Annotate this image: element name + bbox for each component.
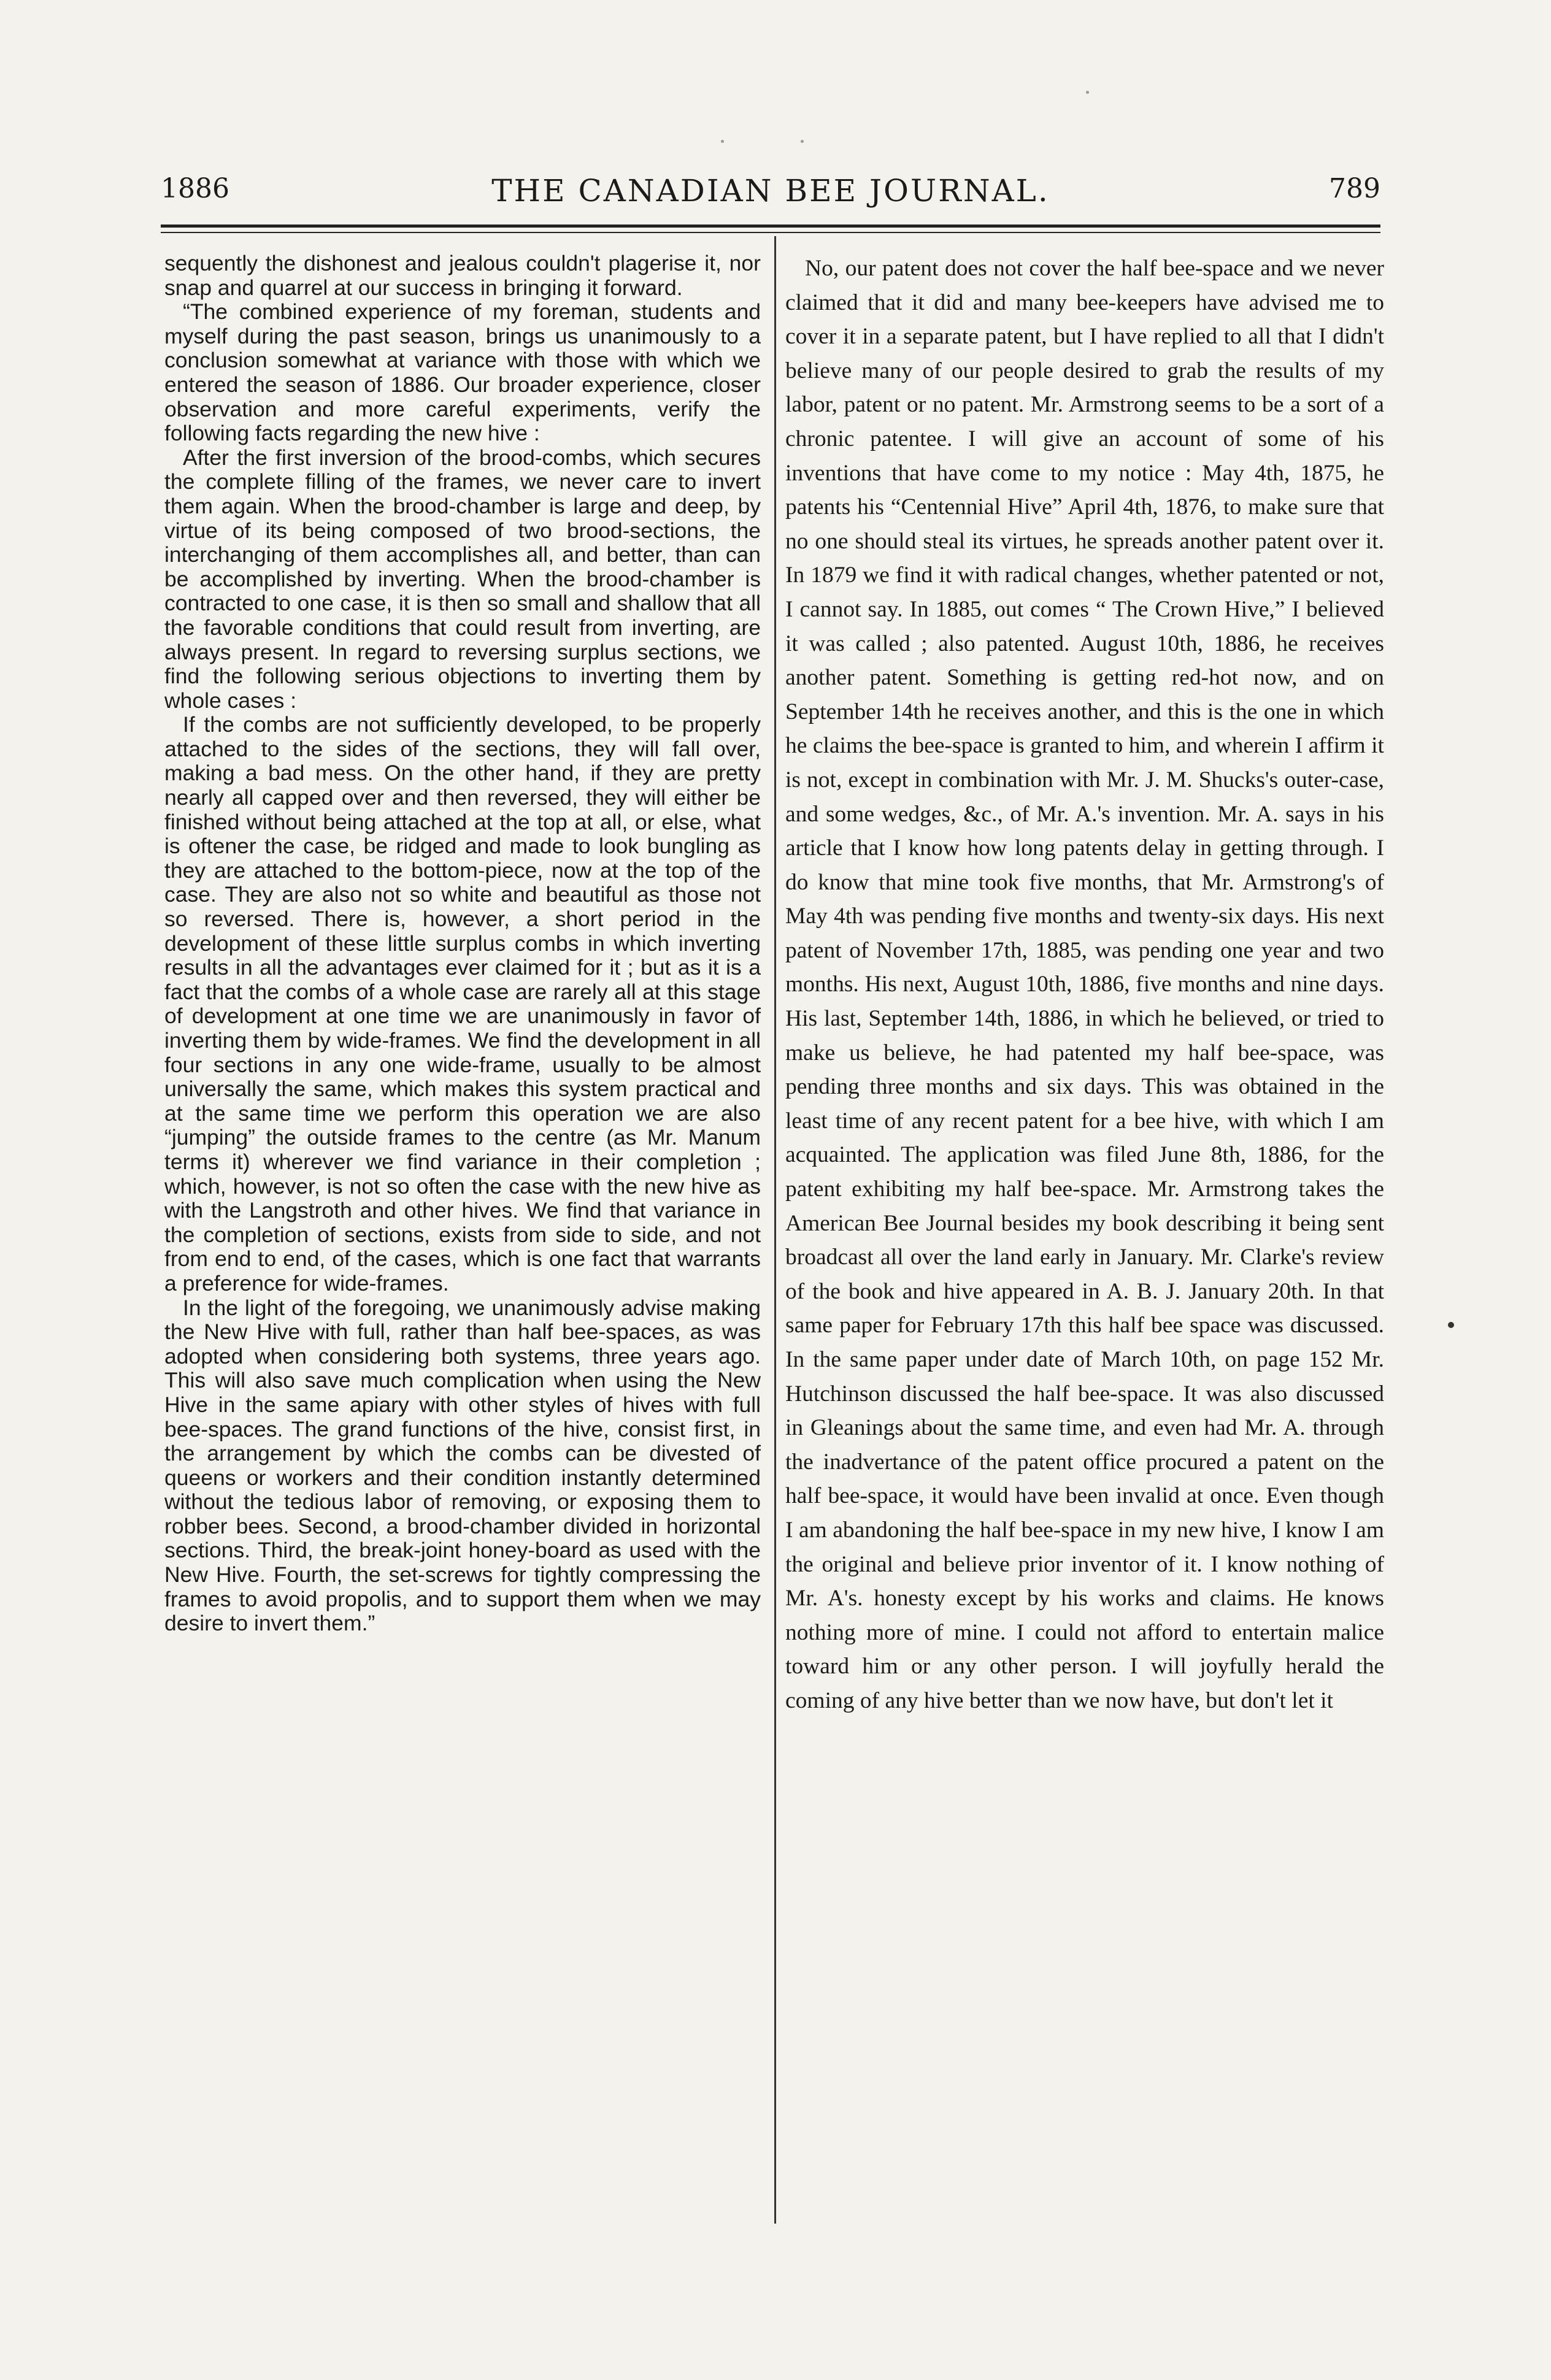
column-divider bbox=[774, 236, 776, 2224]
left-paragraph-2: “The combined experience of my foreman, students and myself during the past season, brings us unanimously to a conclusion somewhat at variance with those with which we entered the season of 1886. Our broader experience, closer observation and more careful experiments, verify the following facts regarding the new hive : bbox=[164, 299, 761, 446]
speck bbox=[801, 140, 804, 143]
right-paragraph-1: No, our patent does not cover the half bee-space and we never claimed that it did and many bee-keepers have advised me to cover it in a separate patent, but I have replied to all that I didn't believe many of our people desired to grab the results of my labor, patent or no patent. Mr. Armstrong seems to be a sort of a chronic patentee. I will give an account of some of his inventions that have come to my notice : May 4th, 1875, he patents his “Centennial Hive” April 4th, 1876, to make sure that no one should steal its virtues, he spreads another patent over it. In 1879 we find it with radical changes, whether patented or not, I cannot say. In 1885, out comes “ The Crown Hive,” I believed it was called ; also patented. August 10th, 1886, he receives another patent. Something is getting red-hot now, and on September 14th he receives another, and this is the one in which he claims the bee-space is granted to him, and wherein I affirm it is not, except in combination with Mr. J. M. Shucks's outer-case, and some wedges, &c., of Mr. A.'s invention. Mr. A. says in his article that I know how long patents delay in getting through. I do know that mine took five months, that Mr. Armstrong's of May 4th was pending five months and twenty-six days. His next patent of November 17th, 1885, was pending one year and two months. His next, August 10th, 1886, five months and nine days. His last, September 14th, 1886, in which he believed, or tried to make us believe, he had patented my half bee-space, was pending three months and six days. This was obtained in the least time of any recent patent for a bee hive, with which I am acquainted. The application was filed June 8th, 1886, for the patent exhibiting my half bee-space. Mr. Armstrong takes the American Bee Journal besides my book describing it being sent broadcast all over the land early in January. Mr. Clarke's review of the book and hive appeared in A. B. J. January 20th. In that same paper for February 17th this half bee space was discussed. In the same paper under date of March 10th, on page 152 Mr. Hutchinson discussed the half bee-space. It was also discussed in Gleanings about the same time, and even had Mr. A. through the inadvertance of the patent office procured a patent on the half bee-space, it would have been invalid at once. Even though I am abandoning the half bee-space in my new hive, I know I am the original and believe prior inventor of it. I know nothing of Mr. A's. honesty except by his works and claims. He knows nothing more of mine. I could not afford to entertain malice toward him or any other person. I will joyfully herald the coming of any hive better than we now have, but don't let it bbox=[785, 256, 1384, 1713]
left-paragraph-5: In the light of the foregoing, we unanimously advise making the New Hive with full, rather than half bee-spaces, as was adopted when considering both systems, three years ago. This will also save much complication when using the New Hive in the same apiary with other styles of hives with full bee-spaces. The grand functions of the hive, consist first, in the arrangement by which the combs can be divested of queens or workers and their condition instantly determined without the tedious labor of removing, or exposing them to robber bees. Second, a brood-chamber divided in horizontal sections. Third, the break-joint honey-board as used with the New Hive. Fourth, the set-screws for tightly compressing the frames to avoid propolis, and to support them when we may desire to invert them.” bbox=[164, 1295, 761, 1636]
margin-dot bbox=[1448, 1322, 1454, 1328]
left-paragraph-1: sequently the dishonest and jealous couldn't plagerise it, nor snap and quarrel at our success in bringing it forward. bbox=[164, 251, 761, 300]
page-number: 789 bbox=[1329, 173, 1380, 204]
right-column bbox=[785, 251, 1384, 1718]
speck bbox=[721, 140, 724, 143]
speck bbox=[1086, 91, 1089, 94]
left-paragraph-3: After the first inversion of the brood-combs, which secures the complete filling of the frames, we never care to invert them again. When the brood-chamber is large and deep, by virtue of its being composed of two brood-sections, the interchanging of them accomplishes all, and better, than can be accomplished by inverting. When the brood-chamber is contracted to one case, it is then so small and shallow that all the favorable conditions that could result from inverting, are always present. In regard to reversing surplus sections, we find the following serious objections to inverting them by whole cases : bbox=[164, 445, 761, 713]
running-header bbox=[161, 173, 1380, 216]
header-year: 1886 bbox=[161, 173, 229, 204]
left-paragraph-4: If the combs are not sufficiently developed, to be properly attached to the sides of the sections, they will fall over, making a bad mess. On the other hand, if they are pretty nearly all capped over and then reversed, they will either be finished without being attached at the top at all, or else, what is oftener the case, be ridged and made to look bungling as they are attached to the bottom-piece, now at the top of the case. They are also not so white and beautiful as those not so reversed. There is, however, a short period in the development of these little surplus combs in which inverting results in all the advantages ever claimed for it ; but as it is a fact that the combs of a whole case are rarely all at this stage of development at one time we are unanimously in favor of inverting them by wide-frames. We find the development in all four sections in any one wide-frame, usually to be almost universally the same, which makes this system practical and at the same time we perform this operation we are also “jumping” the outside frames to the centre (as Mr. Manum terms it) wherever we find variance in their completion ; which, however, is not so often the case with the new hive as with the Langstroth and other hives. We find that variance in the completion of sections, exists from side to side, and not from end to end, of the cases, which is one fact that warrants a preference for wide-frames. bbox=[164, 712, 761, 1296]
header-rule-thick bbox=[161, 225, 1380, 228]
journal-title: THE CANADIAN BEE JOURNAL. bbox=[491, 173, 1050, 209]
left-column bbox=[164, 251, 761, 1636]
header-rule-thin bbox=[161, 232, 1380, 233]
